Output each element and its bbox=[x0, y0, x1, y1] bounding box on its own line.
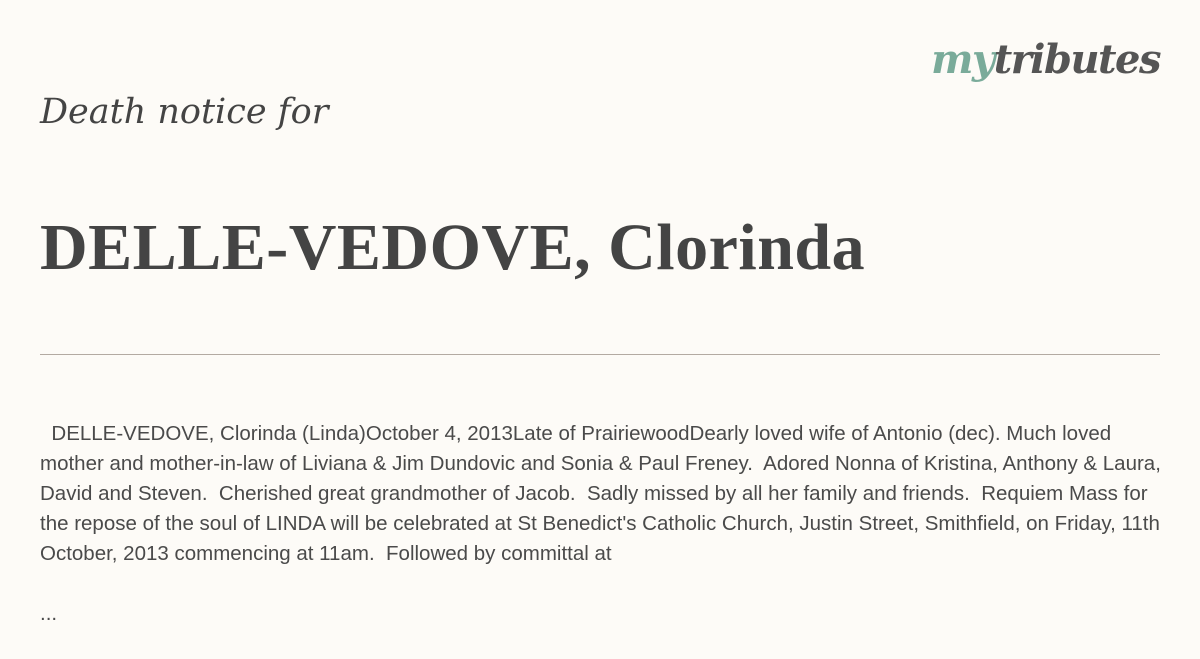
divider bbox=[40, 354, 1160, 355]
notice-heading: Death notice for bbox=[40, 92, 329, 132]
mytributes-logo[interactable] bbox=[931, 36, 1160, 84]
truncation-ellipsis: ... bbox=[40, 602, 58, 625]
logo-part-tributes: tributes bbox=[993, 36, 1160, 83]
notice-body-text: DELLE-VEDOVE, Clorinda (Linda)October 4, 2013Late of PrairiewoodDearly loved wife of Antonio (dec). Much loved mother and mother-in-law of Liviana & Jim Dundovic and Sonia & Paul Freney. Adored Nonna of Kristina, Anthony & Laura, David and Steven. Cherished great grandmother of Jacob. Sadly missed by all her family and friends. Requiem Mass for the repose of the soul of LINDA will be celebrated at St Benedict's Catholic Church, Justin Street, Smithfield, on Friday, 11th October, 2013 commencing at 11am. Followed by committal at bbox=[40, 422, 1167, 565]
deceased-name: DELLE-VEDOVE, Clorinda bbox=[40, 211, 866, 284]
notice-body bbox=[40, 389, 1165, 659]
logo-part-my: my bbox=[931, 36, 994, 83]
